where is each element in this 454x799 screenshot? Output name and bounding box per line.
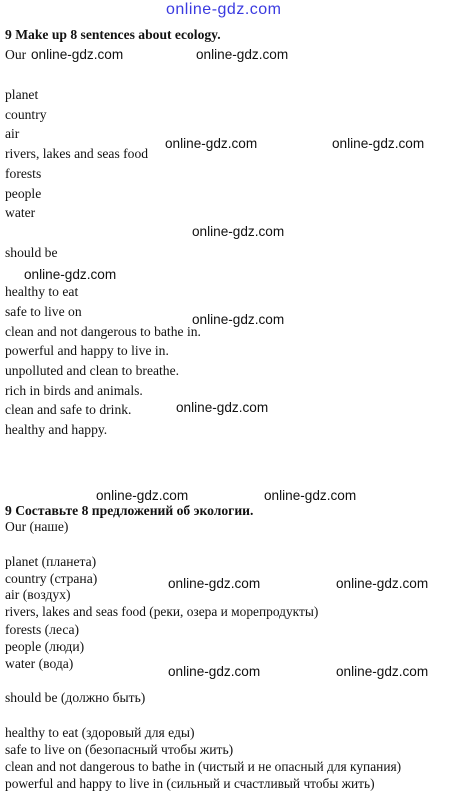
subject-item: rivers, lakes and seas food (реки, озера и морепродукты) — [5, 604, 319, 619]
subject-item: planet (планета) — [5, 554, 97, 569]
exercise-title-en: 9 Make up 8 sentences about ecology. — [5, 27, 221, 42]
predicate-item: healthy to eat (здоровый для еды) — [5, 725, 195, 740]
predicate-item: healthy to eat — [5, 284, 79, 299]
exercise-title-ru: 9 Составьте 8 предложений об экологии. — [5, 503, 254, 518]
our-label-en: Our — [5, 47, 27, 62]
predicate-item: safe to live on (безопасный чтобы жить) — [5, 742, 234, 757]
subject-item: forests (леса) — [5, 622, 80, 637]
subject-item: forests — [5, 166, 42, 181]
predicate-item: safe to live on — [5, 304, 82, 319]
watermark: online-gdz.com — [96, 488, 189, 503]
subject-item: water (вода) — [5, 656, 74, 671]
predicate-item: powerful and happy to live in (сильный и счастливый чтобы жить) — [5, 776, 375, 791]
subject-item: air (воздух) — [5, 587, 71, 602]
subject-item: planet — [5, 87, 39, 102]
predicate-item: powerful and happy to live in. — [5, 343, 169, 358]
should-be-ru: should be (должно быть) — [5, 690, 146, 705]
subject-item: people — [5, 186, 42, 201]
predicate-item: unpolluted and clean to breathe. — [5, 363, 180, 378]
watermark: online-gdz.com — [196, 47, 289, 62]
watermark: online-gdz.com — [192, 224, 285, 239]
watermark: online-gdz.com — [336, 664, 429, 679]
watermark: online-gdz.com — [332, 136, 425, 151]
our-label-ru: Our (наше) — [5, 519, 69, 534]
watermark: online-gdz.com — [336, 576, 429, 591]
predicate-item: healthy and happy. — [5, 422, 108, 437]
predicate-item: clean and safe to drink. — [5, 402, 132, 417]
subject-item: country (страна) — [5, 571, 98, 586]
predicate-item: clean and not dangerous to bathe in (чистый и не опасный для купания) — [5, 759, 402, 774]
watermark: online-gdz.com — [264, 488, 357, 503]
watermark: online-gdz.com — [192, 312, 285, 327]
subject-item: air — [5, 126, 20, 141]
subject-item: people (люди) — [5, 639, 85, 654]
watermark: online-gdz.com — [165, 136, 258, 151]
watermark: online-gdz.com — [31, 47, 124, 62]
watermark: online-gdz.com — [176, 400, 269, 415]
subject-item: water — [5, 205, 36, 220]
subject-item: rivers, lakes and seas food — [5, 146, 149, 161]
watermark: online-gdz.com — [24, 267, 117, 282]
subject-item: country — [5, 107, 47, 122]
watermark-top: online-gdz.com — [166, 1, 282, 18]
predicate-item: clean and not dangerous to bathe in. — [5, 324, 201, 339]
watermark: online-gdz.com — [168, 664, 261, 679]
should-be-en: should be — [5, 245, 58, 260]
watermark: online-gdz.com — [168, 576, 261, 591]
predicate-item: rich in birds and animals. — [5, 383, 143, 398]
